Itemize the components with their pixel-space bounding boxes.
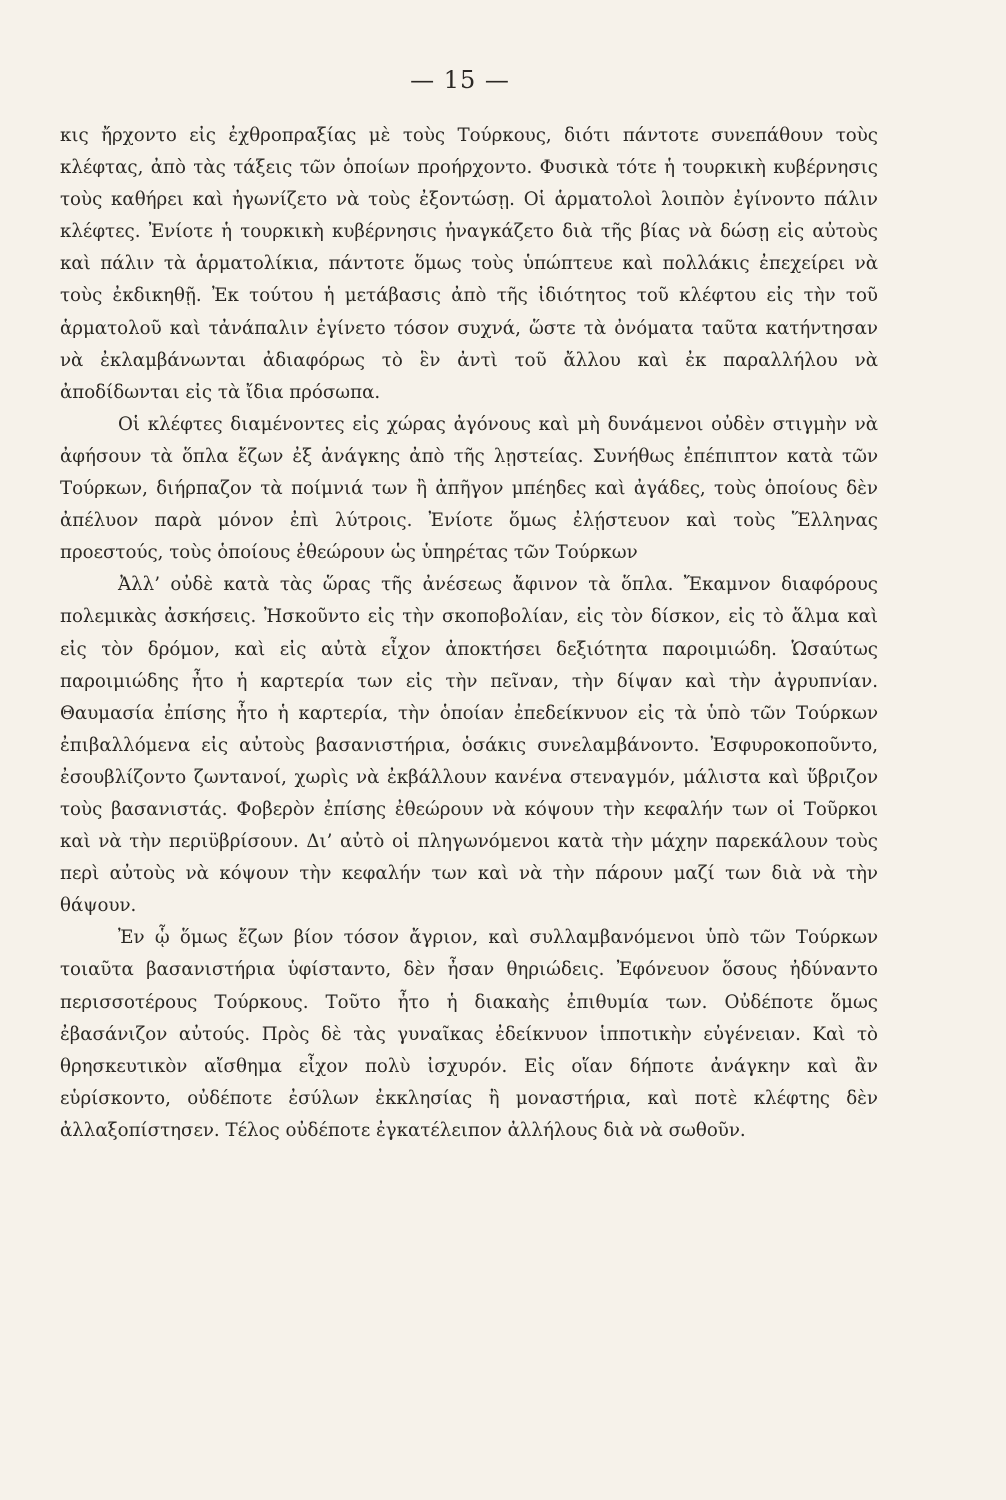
- body-text: [60, 120, 878, 1147]
- page-number: — 15 —: [410, 66, 510, 94]
- paragraph-1: κις ἤρχοντο εἰς ἐχθροπραξίας μὲ τοὺς Τούρκους, διότι πάντοτε συνεπάθουν τοὺς κλέφτας, ἀπὸ τὰς τάξεις τῶν ὁποίων προήρχοντο. Φυσικὰ τότε ἡ τουρκικὴ κυβέρνησις τοὺς καθήρει καὶ ἠγωνίζετο νὰ τοὺς ἐξοντώσῃ. Οἱ ἁρματολοὶ λοιπὸν ἐγίνοντο πάλιν κλέφτες. Ἐνίοτε ἡ τουρκικὴ κυβέρνησις ἠναγκάζετο διὰ τῆς βίας νὰ δώσῃ εἰς αὐτοὺς καὶ πάλιν τὰ ἁρματολίκια, πάντοτε ὅμως τοὺς ὑπώπτευε καὶ πολλάκις ἐπεχείρει νὰ τοὺς ἐκδικηθῇ. Ἐκ τούτου ἡ μετάβασις ἀπὸ τῆς ἰδιότητος τοῦ κλέφτου εἰς τὴν τοῦ ἁρματολοῦ καὶ τἀνάπαλιν ἐγίνετο τόσον συχνά, ὥστε τὰ ὀνόματα ταῦτα κατήντησαν νὰ ἐκλαμβάνωνται ἀδιαφόρως τὸ ἓν ἀντὶ τοῦ ἄλλου καὶ ἐκ παραλλήλου νὰ ἀποδίδωνται εἰς τὰ ἴδια πρόσωπα.: [60, 125, 878, 403]
- paragraph-3: Ἀλλ’ οὐδὲ κατὰ τὰς ὥρας τῆς ἀνέσεως ἄφινον τὰ ὅπλα. Ἔκαμνον διαφόρους πολεμικὰς ἀσκήσεις. Ἠσκοῦντο εἰς τὴν σκοποβολίαν, εἰς τὸν δίσκον, εἰς τὸ ἅλμα καὶ εἰς τὸν δρόμον, καὶ εἰς αὐτὰ εἶχον ἀποκτήσει δεξιότητα παροιμιώδη. Ὡσαύτως παροιμιώδης ἦτο ἡ καρτερία των εἰς τὴν πεῖναν, τὴν δίψαν καὶ τὴν ἀγρυπνίαν. Θαυμασία ἐπίσης ἦτο ἡ καρτερία, τὴν ὁποίαν ἐπεδείκνυον εἰς τὰ ὑπὸ τῶν Τούρκων ἐπιβαλλόμενα εἰς αὐτοὺς βασανιστήρια, ὁσάκις συνελαμβάνοντο. Ἐσφυροκοποῦντο, ἐσουβλίζοντο ζωντανοί, χωρὶς νὰ ἐκβάλλουν κανένα στεναγμόν, μάλιστα καὶ ὕβριζον τοὺς βασανιστάς. Φοβερὸν ἐπίσης ἐθεώρουν νὰ κόψουν τὴν κεφαλήν των οἱ Τοῦρκοι καὶ νὰ τὴν περιϋβρίσουν. Δι’ αὐτὸ οἱ πληγωνόμενοι κατὰ τὴν μάχην παρεκάλουν τοὺς περὶ αὐτοὺς νὰ κόψουν τὴν κεφαλήν των καὶ νὰ τὴν πάρουν μαζί των διὰ νὰ τὴν θάψουν.: [60, 574, 878, 917]
- paragraph-2: Οἱ κλέφτες διαμένοντες εἰς χώρας ἀγόνους καὶ μὴ δυνάμενοι οὐδὲν στιγμὴν νὰ ἀφήσουν τὰ ὅπλα ἔζων ἐξ ἀνάγκης ἀπὸ τῆς λῃστείας. Συνήθως ἐπέπιπτον κατὰ τῶν Τούρκων, διήρπαζον τὰ ποίμνιά των ἢ ἀπῆγον μπέηδες καὶ ἀγάδες, τοὺς ὁποίους δὲν ἀπέλυον παρὰ μόνον ἐπὶ λύτροις. Ἐνίοτε ὅμως ἐλῄστευον καὶ τοὺς Ἕλληνας προεστούς, τοὺς ὁποίους ἐθεώρουν ὡς ὑπηρέτας τῶν Τούρκων: [60, 413, 878, 564]
- paragraph-4: Ἐν ᾧ ὅμως ἔζων βίον τόσον ἄγριον, καὶ συλλαμβανόμενοι ὑπὸ τῶν Τούρκων τοιαῦτα βασανιστήρια ὑφίσταντο, δὲν ἦσαν θηριώδεις. Ἐφόνευον ὅσους ἠδύναντο περισσοτέρους Τούρκους. Τοῦτο ἦτο ἡ διακαὴς ἐπιθυμία των. Οὐδέποτε ὅμως ἐβασάνιζον αὐτούς. Πρὸς δὲ τὰς γυναῖκας ἐδείκνυον ἱπποτικὴν εὐγένειαν. Καὶ τὸ θρησκευτικὸν αἴσθημα εἶχον πολὺ ἰσχυρόν. Εἰς οἵαν δήποτε ἀνάγκην καὶ ἂν εὑρίσκοντο, οὐδέποτε ἐσύλων ἐκκλησίας ἢ μοναστήρια, καὶ ποτὲ κλέφτης δὲν ἀλλαξοπίστησεν. Τέλος οὐδέποτε ἐγκατέλειπον ἀλλήλους διὰ νὰ σωθοῦν.: [60, 927, 878, 1141]
